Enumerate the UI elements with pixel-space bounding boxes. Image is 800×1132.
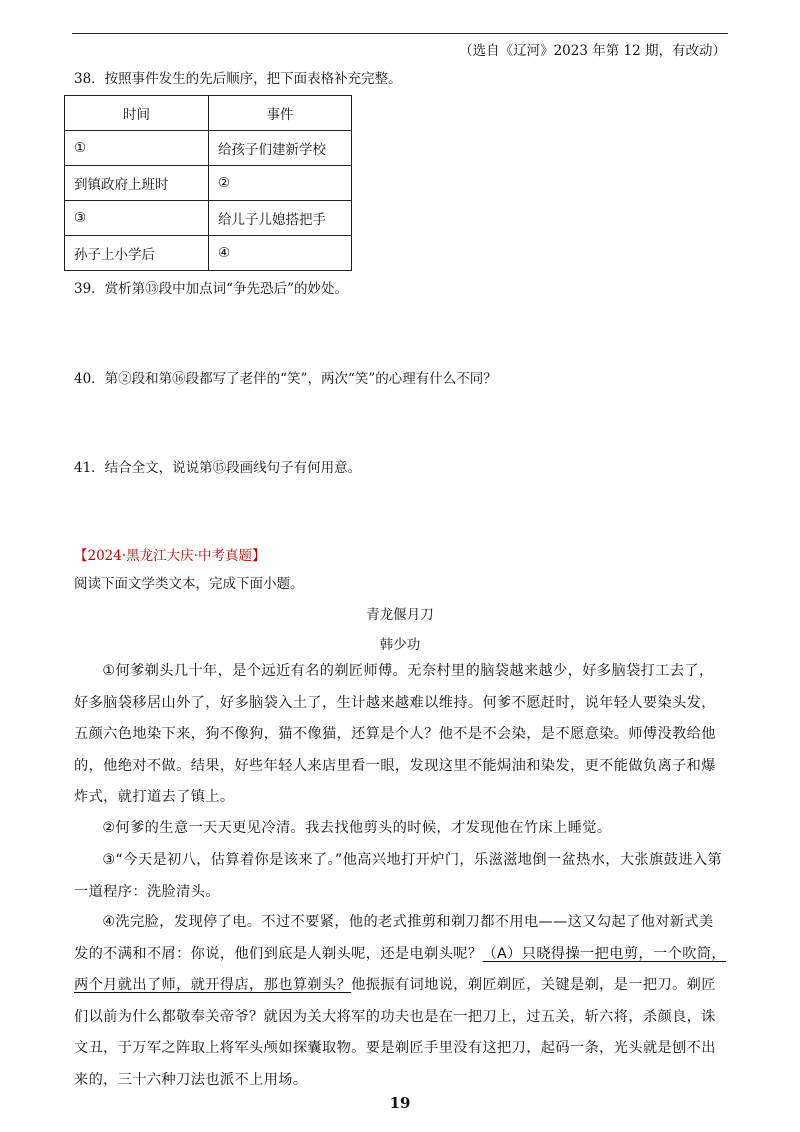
table-cell: 给孩子们建新学校 [209,131,352,166]
article-author: 韩少功 [379,637,421,653]
table-row [65,236,352,271]
table-cell: ② [209,166,352,201]
underlined-sentence-a: （A）只晓得操一把电剪，一个吹筒，两个月就出了师，就开得店，那也算剃头？ [74,945,726,993]
paragraph-1: ①何爹剃头几十年，是个远近有名的剃匠师傅。无奈村里的脑袋越来越少，好多脑袋打工去了，好多脑袋移居山外了，好多脑袋入土了，生计越来越难以维持。何爹不愿赶时，说年轻人要染头发，五颜六色地染下来，狗不像狗，猫不像猫，还算是个人？他不是不会染，是不愿意染。师傅没教给他的，他绝对不做。结果，好些年轻人来店里看一眼，发现这里不能焗油和染发，更不能做负离子和爆炸式，就打道去了镇上。 [74,663,716,805]
paragraph-2: ②何爹的生意一天天更见冷清。我去找他剪头的时候，才发现他在竹床上睡觉。 [102,820,612,836]
source-citation: （选自《辽河》2023 年第 12 期，有改动） [459,43,726,59]
paragraph-4-text: 他振振有词地说，剃匠剃匠，关键是剃，是一把刀。剃匠们以前为什么都敬奉关帝爷？就因为关大将军的功夫也是在一把刀上，过五关，斩六将，杀颜良，诛文丑，于万军之阵取上将军头颅如探囊取物。要是剃匠手里没有这把刀，起码一条，光头就是刨不出来的，三十六种刀法也派不上用场。 [74,977,716,1088]
table-row [65,131,352,166]
paragraph-3: ③“今天是初八，估算着你是该来了。”他高兴地打开炉门，乐滋滋地倒一盆热水，大张旗鼓进入第一道程序：洗脸清头。 [74,852,722,900]
question-40: 40．第②段和第⑯段都写了老伴的“笑”，两次“笑”的心理有什么不同？ [74,371,497,387]
table-header-row [65,96,352,131]
paragraph-4 [74,907,726,1096]
table-row [65,166,352,201]
article-title: 青龙偃月刀 [366,607,434,623]
header-time: 时间 [65,96,209,131]
table-row [65,201,352,236]
paragraph-4-text: ④洗完脸，发现停了电。不过不要紧，他的老式推剪和剃刀都不用电——这又勾起了他对新式美发的不满和不屑：你说，他们到底是人剃头呢，还是电剃头呢？ [74,914,714,962]
page-number: 19 [389,1094,411,1112]
table-cell: 给儿子儿媳搭把手 [209,201,352,236]
table-cell: 孙子上小学后 [65,236,209,271]
table-cell: 到镇政府上班时 [65,166,209,201]
event-table [64,95,352,271]
table-cell: ④ [209,236,352,271]
header-rule [72,33,728,34]
question-39: 39．赏析第⑬段中加点词“争先恐后”的妙处。 [74,281,348,297]
question-38: 38．按照事件发生的先后顺序，把下面表格补充完整。 [74,71,402,87]
table-cell: ① [65,131,209,166]
question-41: 41．结合全文，说说第⑮段画线句子有何用意。 [74,460,362,476]
exam-source-tag: 【2024·黑龙江大庆·中考真题】 [74,548,266,564]
table-cell: ③ [65,201,209,236]
reading-instruction: 阅读下面文学类文本，完成下面小题。 [74,576,304,592]
header-event: 事件 [209,96,352,131]
